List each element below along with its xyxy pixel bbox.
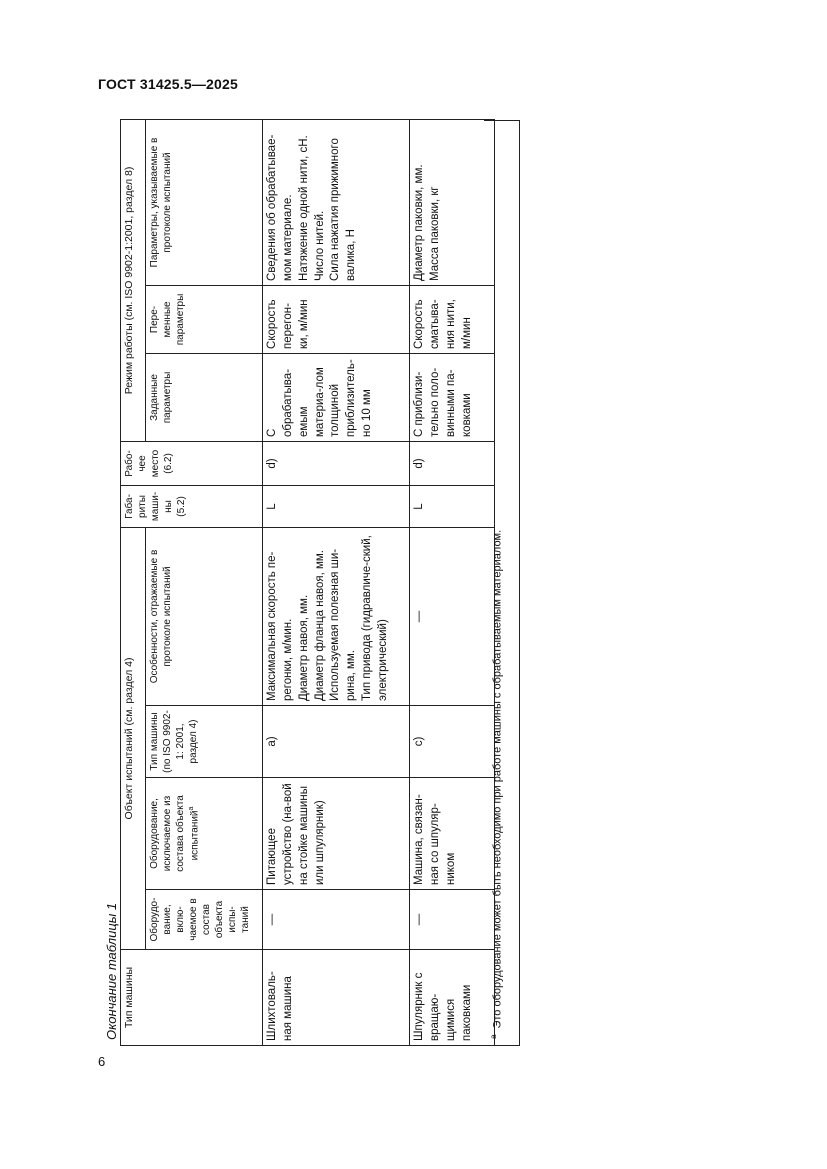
features-line: Максимальная скорость пе-регонки, м/мин. (266, 551, 294, 701)
cell-machine-type: Шпулярник с вращаю-щимися паковками (410, 950, 495, 1046)
cell-dimensions: L (263, 485, 410, 527)
report-line: Сведения об обрабатывае-мом материале. (266, 134, 294, 281)
table-row (263, 119, 410, 1045)
cell-workplace: d) (410, 441, 495, 485)
table-row (410, 119, 495, 1045)
header-group-object: Объект испытаний (см. раздел 4) (121, 527, 146, 949)
cell-set-params: С обрабатыва-емым материа-лом толщиной приблизитель-но 10 мм (263, 353, 410, 441)
features-line: Используемая полезная ши-рина, мм. (329, 548, 358, 701)
spec-table (120, 119, 495, 1046)
header-var-params: Пере-менные параметры (146, 285, 263, 353)
cell-type-iso: c) (410, 706, 495, 778)
header-set-params: Заданные параметры (146, 353, 263, 441)
header-dimensions: Габа-риты маши-ны (5.2) (121, 485, 263, 527)
footnote-text: Это оборудование может быть необходимо при работе машины с обрабатываемым материалом. (491, 529, 504, 1029)
header-type-iso: Тип машины (по ISO 9902-1: 2001, раздел 4) (146, 706, 263, 778)
document-header: ГОСТ 31425.5—2025 (98, 76, 238, 92)
header-excluded (146, 778, 263, 890)
features-line: Диаметр навоя, мм. (297, 594, 310, 701)
report-line: Число нитей. (313, 210, 326, 281)
header-workplace: Рабо-чее место (6.2) (121, 441, 263, 485)
cell-excluded: Питающее устройство (на-вой на стойке машины или шпулярник) (263, 778, 410, 890)
cell-features (410, 527, 495, 705)
header-report-params: Параметры, указываемые в протоколе испытаний (146, 119, 263, 285)
rotated-table-area (120, 120, 520, 1046)
header-excluded-text: Оборудование, исключаемое из состава объекта испытаний (149, 795, 201, 872)
report-line: Диаметр паковки, мм. (413, 164, 425, 281)
cell-excluded: Машина, связан-ная со шпуляр-ником (410, 778, 495, 890)
table-footnote (489, 530, 504, 1039)
features-line: — (413, 610, 425, 623)
table-header-row-2 (146, 119, 263, 1045)
cell-var-params: Скорость сматыва-ния нити, м/мин (410, 285, 495, 353)
header-included: Оборудо-вание, вклю-чаемое в состав объекта испы-таний (146, 890, 263, 950)
cell-features (263, 527, 410, 705)
table-caption: Окончание таблицы 1 (104, 902, 119, 1040)
cell-included: — (410, 890, 495, 950)
cell-workplace: d) (263, 441, 410, 485)
cell-var-params: Скорость перегон-ки, м/мин (263, 285, 410, 353)
cell-report-params (410, 119, 495, 285)
features-line: Тип привода (гидравличе-ский, электрический) (361, 535, 390, 701)
footnote-mark: a (489, 1034, 498, 1039)
header-group-mode: Режим работы (см. ISO 9902-1:2001, раздел 8) (121, 119, 146, 441)
footnote-row (484, 120, 520, 1046)
cell-set-params: С приблизи-тельно поло-винными па-ковками (410, 353, 495, 441)
cell-machine-type: Шлихтоваль-ная машина (263, 950, 410, 1046)
table-header-row-1 (121, 119, 146, 1045)
cell-included: — (263, 890, 410, 950)
header-features: Особенности, отражаемые в протоколе испытаний (146, 527, 263, 705)
header-machine-type: Тип машины (121, 950, 263, 1046)
report-line: Натяжение одной нити, сН. (297, 135, 310, 281)
cell-type-iso: a) (263, 706, 410, 778)
page-number: 6 (98, 1054, 106, 1069)
cell-report-params (263, 119, 410, 285)
header-excluded-footnote-mark: a (188, 806, 195, 811)
report-line: Сила нажатия прижимного валика, Н (329, 138, 358, 281)
cell-dimensions: L (410, 485, 495, 527)
features-line: Диаметр фланца навоя, мм. (313, 550, 326, 701)
report-line: Масса паковки, кг (428, 186, 441, 281)
